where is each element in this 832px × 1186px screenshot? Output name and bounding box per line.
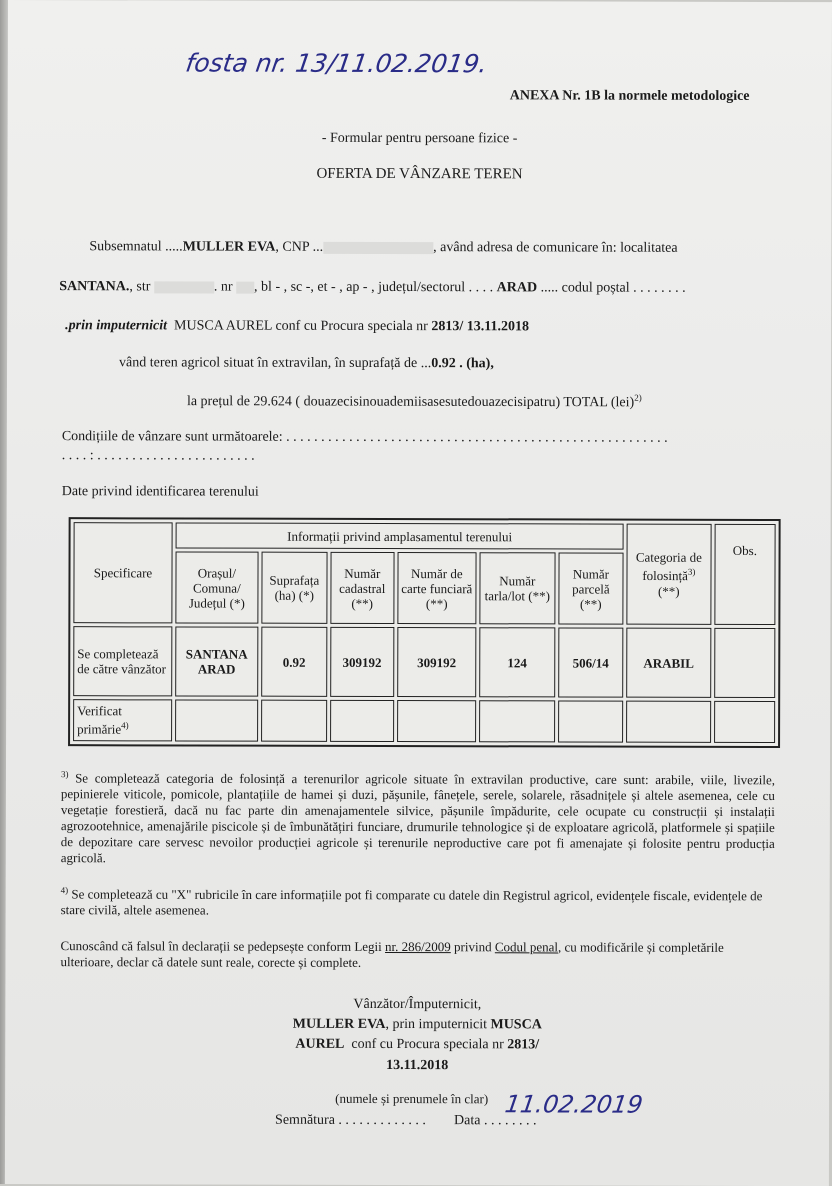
cell-categorie: ARABIL (626, 628, 711, 698)
conditions-line-2: . . . . : . . . . . . . . . . . . . . . . . . . . . . . (61, 448, 255, 464)
address-label: , având adresa de comunicare în: localitatea (433, 240, 678, 256)
sig-procura-number: 2813/ (507, 1037, 540, 1053)
declaration-text-c: , cu modificările și completările ulterioare, declar că datele sunt reale, corecte și complete. (60, 939, 724, 970)
form-type: - Formular pentru persoane fizice - (321, 130, 518, 147)
sig-proxy-firstname: AUREL (295, 1036, 345, 1052)
document-page (5, 0, 832, 1186)
cell-carte: 309192 (397, 627, 477, 697)
cell-tarla: 124 (479, 627, 555, 697)
handwritten-date: 11.02.2019 (503, 1090, 645, 1119)
row-primarie-label (73, 699, 172, 741)
table-row (73, 699, 775, 743)
body-line-2 (59, 279, 685, 297)
conditions-line: Condițiile de vânzare sunt următoarele: . . . . . . . . . . . . . . . . . . . . . . . . . . . . . . . . . . . . . . . . . . . . . . . . . . . . . . . (61, 429, 668, 446)
cell-parcela: 506/14 (558, 627, 624, 697)
penal-code-reference: Codul penal (494, 939, 559, 955)
col-carte-funciara (397, 552, 477, 624)
categ-label: Categoria de folosință (635, 549, 702, 584)
declaration-text-b: privind (454, 939, 492, 955)
col-tarla-label: Număr tarla/lot (**) (484, 573, 550, 604)
county: ARAD (496, 280, 538, 296)
sig-procura-label: conf cu Procura speciala nr (351, 1036, 504, 1053)
footnote-4-ref: 4) (60, 885, 69, 896)
footnote-4-text: Se completează cu "X" rubricile în care informațiile pot fi comparate cu datele din Registrul agricol, evidențele fiscale, evidențele de stare civilă, altele asemenea. (60, 886, 763, 918)
proxy-name: MUSCA AUREL conf cu Procura speciala nr (174, 318, 428, 335)
body-line-1 (89, 239, 677, 257)
table-row (73, 626, 775, 698)
proxy-label: .prin imputernicit (65, 318, 168, 334)
cell-empty (479, 700, 555, 742)
signature-line-2 (5, 1036, 829, 1054)
cell-empty (330, 700, 394, 742)
handwritten-note: fosta nr. 13/11.02.2019. (183, 48, 490, 79)
land-table (68, 517, 781, 748)
categ-footnote-ref: 3) (687, 567, 696, 578)
row-seller-text: Se completează de către vânzător (77, 646, 167, 677)
land-area: 0.92 . (ha), (431, 356, 494, 372)
row-seller-label (73, 626, 172, 696)
col-oras (175, 551, 258, 623)
power-of-attorney: 2813/ 13.11.2018 (431, 319, 529, 335)
cell-oras: SANTANA ARAD (175, 626, 258, 696)
col-parcela (558, 552, 624, 624)
signature-date: 13.11.2018 (386, 1057, 449, 1074)
declaration (60, 938, 774, 972)
col-specificare (73, 522, 172, 623)
seller-name: MULLER EVA (182, 239, 276, 255)
col-suprafata (261, 552, 327, 624)
obs-label: Obs. (732, 542, 758, 558)
land-description: vând teren agricol situat în extravilan, în suprafață de ... (119, 355, 432, 372)
postal-code-label: ..... codul poștal . . . . . . . . (540, 280, 686, 296)
signature-line-1 (5, 1016, 829, 1034)
redacted-cnp (323, 242, 433, 254)
street-label: , str (129, 279, 151, 295)
footnote-4 (61, 882, 775, 920)
name-clear-label: (numele și prenumele în clar) (335, 1090, 489, 1107)
annex-header: ANEXA Nr. 1B la normele metodologice (509, 88, 750, 104)
declaration-text-a: Cunoscând că falsul în declarații se pedepsește conform Legii (60, 938, 382, 954)
col-cadastral-label: Număr cadastral (**) (339, 565, 386, 611)
cell-empty (175, 699, 258, 741)
seller-role: Vânzător/Împuternicit, (353, 996, 482, 1013)
date-field: Data . . . . . . . . (454, 1113, 537, 1129)
price: la prețul de 29.624 ( douazecisinouademiisasesutedouazecisipatru) TOTAL (lei) (186, 394, 635, 411)
locality: SANTANA. (59, 279, 130, 295)
document-title: OFERTA DE VÂNZARE TEREN (316, 165, 523, 183)
law-reference: nr. 286/2009 (385, 938, 451, 955)
identification-heading: Date privind identificarea terenului (61, 484, 259, 500)
sig-seller-name: MULLER EVA (292, 1016, 386, 1032)
price-footnote-ref: 2) (634, 392, 642, 403)
col-suprafata-label: Suprafața (ha) (*) (269, 572, 320, 603)
categ-stars: (**) (657, 583, 680, 599)
row-primarie-text: Verificat primărie (77, 703, 122, 737)
cell-empty (261, 700, 327, 742)
col-oras-label: Orașul/ Comuna/ Județul (*) (188, 564, 245, 611)
col-categorie (626, 524, 711, 625)
col-parcela-label: Număr parcelă (**) (572, 565, 610, 612)
spec-label: Specificare (93, 565, 153, 581)
cell-obs (714, 628, 776, 698)
footnote-3-text: Se completează categoria de folosință a terenurilor agricole situate în extravilan productive, care sunt: arabile, viile, livezile, pepinierele viticole, pomicole, plantațiile de hamei și duzi, pășunile, fânețele, serele, solarele, răsadnițele și altele asemenea, cele cu vegetație forestieră, dacă nu fac parte din amenajamentele silvice, pășunile împădurite, cele ocupate cu construcții și instalații agrozootehnice, amenajările piscicole și de îmbunătățiri funciare, drumurile tehnologice și de exploatare agricolă, platformele și spațiile de depozitare care servesc nevoilor producției agricole și terenurile neproductive care pot fi amenajate și folosite pentru producția agricolă. (60, 770, 775, 866)
number-label: . nr (213, 279, 233, 295)
sig-proxy-label: , prin imputernicit (385, 1016, 488, 1033)
primarie-footnote-ref: 4) (121, 720, 129, 731)
cell-empty (558, 700, 624, 742)
cell-empty (397, 700, 476, 742)
redacted-street (154, 281, 214, 293)
group-header (176, 522, 624, 549)
body-line-4 (119, 355, 494, 372)
cell-suprafata: 0.92 (261, 627, 327, 697)
cell-cadastral: 309192 (330, 627, 394, 697)
signature-field: Semnătura . . . . . . . . . . . . . (275, 1112, 426, 1129)
body-line-3 (65, 318, 529, 335)
redacted-number (236, 281, 254, 293)
footnote-3 (61, 766, 775, 868)
col-obs (714, 524, 776, 625)
body-line-5 (187, 391, 642, 411)
cnp-label: , CNP ... (275, 239, 324, 255)
cell-empty (714, 701, 775, 743)
address-details: , bl - , sc -, et - , ap - , județul/sectorul . . . . (254, 279, 494, 296)
subsemnatul-label: Subsemnatul ..... (89, 239, 183, 255)
col-carte-label: Număr de carte funciară (**) (401, 565, 473, 611)
cell-empty (626, 701, 711, 743)
sig-proxy-surname: MUSCA (490, 1017, 542, 1033)
footnote-3-ref: 3) (60, 769, 69, 780)
col-tarla (479, 552, 555, 624)
group-header-label: Informații privind amplasamentul terenului (287, 528, 513, 544)
col-cadastral (330, 552, 394, 624)
